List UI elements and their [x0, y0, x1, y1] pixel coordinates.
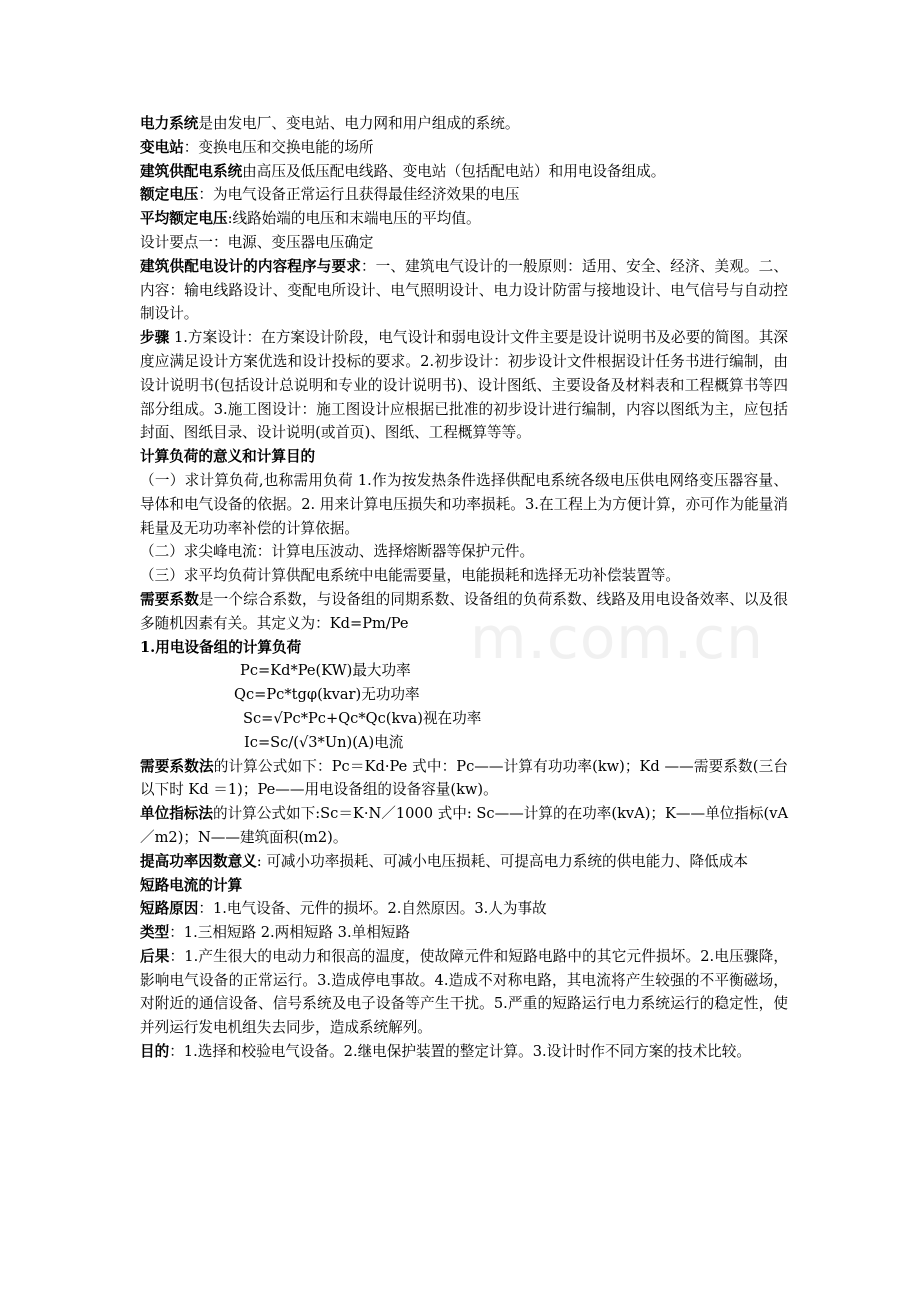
- definition: ：1.选择和校验电气设备。2.继电保护装置的整定计算。3.设计时作不同方案的技术比较。: [169, 1043, 751, 1061]
- term: 类型: [140, 924, 170, 942]
- paragraph-short-circuit-consequences: [140, 945, 788, 1040]
- heading: 短路电流的计算: [140, 876, 243, 894]
- paragraph-steps: [140, 326, 788, 445]
- section-heading-load: [140, 445, 788, 469]
- paragraph-unit-index-method: [140, 802, 788, 850]
- term: 平均额定电压: [140, 210, 228, 228]
- heading: 计算负荷的意义和计算目的: [140, 448, 316, 466]
- definition: 的计算公式如下:Sc＝K·N／1000 式中: Sc——计算的在功率(kvA)；K——单位指标(vA／m2)；N——建筑面积(m2)。: [140, 805, 788, 846]
- definition: 设计要点一：电源、变压器电压确定: [140, 233, 374, 251]
- term: 步骤: [140, 329, 170, 347]
- term: 建筑供配电系统: [140, 162, 243, 180]
- paragraph-power-factor: [140, 850, 788, 874]
- paragraph-substation: [140, 136, 788, 160]
- term: 需要系数: [140, 590, 199, 608]
- definition: ：1.三相短路 2.两相短路 3.单相短路: [169, 924, 410, 942]
- term: 短路原因: [140, 900, 199, 918]
- definition: ：1.产生很大的电动力和很高的温度，使故障元件和短路电路中的其它元件损坏。2.电压骤降，影响电气设备的正常运行。3.造成停电事故。4.造成不对称电路，其电流将产生较强的不平衡磁场，对附近的通信设备、信号系统及电子设备等产生干扰。5.严重的短路运行电力系统运行的稳定性，使并列运行发电机组失去同步，造成系统解列。: [140, 947, 788, 1037]
- paragraph-load-1: [140, 469, 788, 540]
- section-heading-short-circuit: [140, 874, 788, 898]
- definition: （三）求平均负荷计算供配电系统中电能需要量，电能损耗和选择无功补偿装置等。: [140, 567, 680, 585]
- term: 电力系统: [140, 115, 199, 132]
- term: 额定电压: [140, 186, 199, 204]
- paragraph-rated-voltage: [140, 183, 788, 207]
- paragraph-load-2: [140, 540, 788, 564]
- heading: 1.用电设备组的计算负荷: [140, 638, 302, 656]
- definition: :线路始端的电压和末端电压的平均值。: [227, 210, 481, 228]
- definition: 是由发电厂、变电站、电力网和用户组成的系统。: [198, 115, 520, 132]
- term: 变电站: [140, 138, 184, 156]
- paragraph-demand-method: [140, 755, 788, 803]
- definition: 1.方案设计：在方案设计阶段，电气设计和弱电设计文件主要是设计说明书及必要的简图。其深度应满足设计方案优选和设计投标的要求。2.初步设计：初步设计文件根据设计任务书进行编制，由设计说明书(包括设计总说明和专业的设计说明书)、设计图纸、主要设备及材料表和工程概算书等四部分组成。3.施工图设计：施工图设计应根据已批准的初步设计进行编制，内容以图纸为主，应包括封面、图纸目录、设计说明(或首页)、图纸、工程概算等等。: [140, 329, 788, 442]
- paragraph-power-system: [140, 112, 788, 136]
- term: 需要系数法: [140, 757, 214, 775]
- formula-ic: Ic=Sc/(√3*Un)(A)电流: [244, 733, 404, 751]
- formula-pc: Pc=Kd*Pe(KW)最大功率: [240, 662, 411, 680]
- paragraph-design-point: [140, 231, 788, 255]
- paragraph-demand-factor: [140, 588, 788, 636]
- definition: ：为电气设备正常运行且获得最佳经济效果的电压: [198, 186, 520, 204]
- definition: ：一、建筑电气设计的一般原则：适用、安全、经济、美观。二、 内容：输电线路设计、变配电所设计、电气照明设计、电力设计防雷与接地设计、电气信号与自动控制设计。: [140, 257, 788, 323]
- watermark: m.com.cn: [470, 604, 764, 672]
- document-body: [140, 112, 788, 1064]
- formula-sc: Sc=√Pc*Pc+Qc*Qc(kva)视在功率: [243, 709, 482, 727]
- definition: 的计算公式如下：Pc＝Kd·Pe 式中：Pc——计算有功功率(kw)；Kd ——需要系数(三台以下时 Kd ＝1)；Pe——用电设备组的设备容量(kw)。: [140, 757, 788, 799]
- term: 后果: [140, 947, 170, 965]
- definition: 由高压及低压配电线路、变电站（包括配电站）和用电设备组成。: [242, 162, 666, 180]
- term: 建筑供配电设计的内容程序与要求: [140, 257, 361, 275]
- paragraph-short-circuit-purpose: [140, 1040, 788, 1064]
- term: 单位指标法: [140, 805, 214, 823]
- definition: 是一个综合系数，与设备组的同期系数、设备组的负荷系数、线路及用电设备效率、以及很多随机因素有关。其定义为：Kd=Pm/Pe: [140, 590, 788, 632]
- definition: ：变换电压和交换电能的场所: [183, 138, 374, 156]
- paragraph-building-supply: [140, 160, 788, 184]
- definition: （一）求计算负荷,也称需用负荷 1.作为按发热条件选择供配电系统各级电压供电网络变压器容量、导体和电气设备的依据。2. 用来计算电压损失和功率损耗。3.在工程上为方便计算，亦可作为能量消耗量及无功功率补偿的计算依据。: [140, 471, 788, 537]
- definition: : 可减小功率损耗、可减小电压损耗、可提高电力系统的供电能力、降低成本: [256, 852, 748, 870]
- term: 目的: [140, 1043, 170, 1061]
- paragraph-load-3: [140, 564, 788, 588]
- definition: ：1.电气设备、元件的损坏。2.自然原因。3.人为事故: [198, 900, 547, 918]
- formula-qc: Qc=Pc*tgφ(kvar)无功功率: [234, 686, 420, 704]
- term: 提高功率因数意义: [140, 852, 257, 870]
- paragraph-short-circuit-types: [140, 921, 788, 945]
- paragraph-average-voltage: [140, 207, 788, 231]
- section-heading-equipment-load: [140, 636, 788, 660]
- definition: （二）求尖峰电流：计算电压波动、选择熔断器等保护元件。: [140, 543, 535, 561]
- paragraph-short-circuit-causes: [140, 897, 788, 921]
- paragraph-design-content: [140, 255, 788, 326]
